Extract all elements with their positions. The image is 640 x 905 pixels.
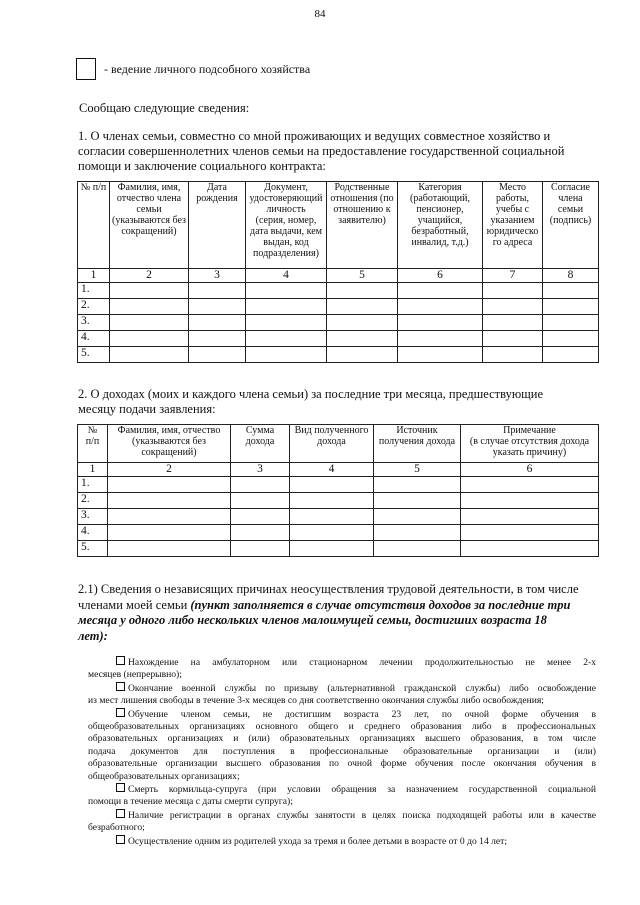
section1-header-2-line: Фамилия, имя,	[117, 182, 181, 193]
section1-header-6-line: Категория	[418, 182, 462, 193]
section2-input-cell[interactable]	[290, 477, 374, 493]
section1-col-number: 4	[246, 269, 327, 283]
section2-line-1: 2. О доходах (моих и каждого члена семьи) за последние три месяца, предшествующие	[78, 387, 544, 401]
reason-line	[88, 682, 596, 695]
section1-header-7-line: учебы с	[495, 204, 530, 215]
section2-header-6-line: Примечание	[503, 425, 556, 436]
section21-line-2: членами моей семьи (пункт заполняется в случае отсутствия доходов за последние три	[78, 597, 571, 612]
section21-line-1: 2.1) Сведения о независящих причинах неосуществления трудовой деятельности, в том числе	[78, 582, 579, 596]
section2-header-2-line: Фамилия, имя, отчество	[117, 425, 221, 436]
section1-header-6	[398, 182, 483, 269]
table-row	[78, 347, 599, 363]
section1-header-4-line: (серия, номер,	[255, 215, 317, 226]
section1-col-number: 6	[398, 269, 483, 283]
table-row	[78, 541, 599, 557]
family-members-table	[77, 181, 599, 363]
reason-text: Обучение членом семьи, не достигшим возраста 23 лет, по очной форме обучения в	[128, 708, 596, 720]
section1-header-6-line: пенсионер,	[416, 204, 464, 215]
section1-input-cell[interactable]	[246, 283, 327, 299]
reason-text: Осуществление одним из родителей ухода за тремя и более детьми в возрасте от 0 до 14 лет;	[128, 835, 508, 847]
section1-col-number: 5	[327, 269, 398, 283]
table-row	[78, 315, 599, 331]
section21-heading	[78, 582, 598, 644]
table-row	[78, 283, 599, 299]
reason-checkbox[interactable]	[116, 835, 125, 844]
section1-header-4-line: Документ,	[264, 182, 308, 193]
section2-column-numbers	[78, 463, 599, 477]
section1-header-2	[110, 182, 189, 269]
section1-header-3-line: рождения	[196, 193, 238, 204]
table-row	[78, 477, 599, 493]
section1-input-cell[interactable]	[327, 283, 398, 299]
section1-input-cell[interactable]	[110, 331, 189, 347]
section2-header-2	[108, 425, 231, 463]
section1-header-3	[189, 182, 246, 269]
section1-input-cell[interactable]	[543, 331, 599, 347]
page-number: 84	[314, 8, 326, 20]
section2-header-6-line: (в случае отсутствия дохода	[469, 436, 590, 447]
section2-input-cell[interactable]	[461, 541, 599, 557]
section2-input-cell[interactable]	[461, 525, 599, 541]
section1-row-label: 3.	[78, 315, 110, 331]
section1-header-2-line: (указываются без	[111, 215, 186, 226]
section2-header-4-line: Вид полученного	[294, 425, 369, 436]
section1-input-cell[interactable]	[110, 283, 189, 299]
section1-row-label: 1.	[78, 283, 110, 299]
reason-item	[88, 783, 596, 809]
section2-header-5-line: получения дохода	[378, 436, 456, 447]
section2-header-4-line: дохода	[317, 436, 346, 447]
section1-input-cell[interactable]	[543, 299, 599, 315]
section2-col-number: 1	[78, 463, 108, 477]
reason-line	[88, 708, 596, 721]
reason-checkbox[interactable]	[116, 682, 125, 691]
reason-item	[88, 682, 596, 708]
reason-text: общеобразовательных организациях;	[88, 770, 240, 782]
section2-header-row	[78, 425, 599, 463]
section2-col-number: 4	[290, 463, 374, 477]
section1-header-8	[543, 182, 599, 269]
section1-line-2: согласии совершеннолетних членов семьи на предоставление государственной социальной	[78, 144, 565, 158]
section1-line-1: 1. О членах семьи, совместно со мной проживающих и ведущих совместное хозяйство и	[78, 129, 551, 143]
reason-line	[88, 758, 596, 770]
section1-header-8-line: Согласие	[551, 182, 590, 193]
section2-header-4	[290, 425, 374, 463]
section1-header-2-line: сокращений)	[121, 226, 177, 237]
section1-column-numbers	[78, 269, 599, 283]
section1-header-1-line: № п/п	[80, 182, 107, 193]
section2-input-cell[interactable]	[231, 525, 290, 541]
reason-line	[88, 656, 596, 669]
section1-input-cell[interactable]	[398, 347, 483, 363]
section1-header-6-line: безработный,	[411, 226, 469, 237]
section2-input-cell[interactable]	[290, 493, 374, 509]
section1-header-6-line: (работающий,	[409, 193, 471, 204]
section1-input-cell[interactable]	[189, 283, 246, 299]
reason-checkbox[interactable]	[116, 708, 125, 717]
section1-header-8-line: (подпись)	[549, 215, 592, 226]
reason-line	[88, 783, 596, 796]
checkbox-label: - ведение личного подсобного хозяйства	[104, 62, 311, 76]
section2-row-label: 5.	[78, 541, 108, 557]
section1-heading	[78, 129, 576, 174]
section2-header-5-line: Источник	[396, 425, 438, 436]
section1-input-cell[interactable]	[398, 315, 483, 331]
section2-input-cell[interactable]	[290, 541, 374, 557]
reason-checkbox[interactable]	[116, 656, 125, 665]
table-row	[78, 299, 599, 315]
section21-line-3: месяца у одного либо нескольких членов малоимущей семьи, достигших возраста 18	[78, 613, 547, 627]
section2-input-cell[interactable]	[461, 493, 599, 509]
reason-text: Нахождение на амбулаторном или стационарном лечении продолжительностью не менее 2-х	[128, 657, 596, 668]
section1-header-8-line: члена	[558, 193, 583, 204]
section1-header-row	[78, 182, 599, 269]
section1-input-cell[interactable]	[398, 331, 483, 347]
checkbox-personal-farm[interactable]	[76, 58, 96, 80]
section2-header-6-line: указать причину)	[492, 447, 567, 458]
section1-header-2-line: отчество члена	[116, 193, 182, 204]
section1-input-cell[interactable]	[246, 315, 327, 331]
section2-header-6	[461, 425, 599, 463]
reason-text: образовательные организации высшего образования по очной форме обучения после окончания обучения в	[88, 758, 596, 770]
intro-text: Сообщаю следующие сведения:	[79, 101, 250, 115]
section1-input-cell[interactable]	[246, 331, 327, 347]
section1-input-cell[interactable]	[483, 283, 543, 299]
section2-input-cell[interactable]	[108, 541, 231, 557]
section1-header-3-line: Дата	[207, 182, 227, 193]
table-row	[78, 331, 599, 347]
section1-header-7-line: го адреса	[492, 237, 533, 248]
section1-input-cell[interactable]	[189, 299, 246, 315]
section1-header-4-line: выдан, код	[263, 237, 309, 248]
reason-line	[88, 733, 596, 745]
section1-header-4-line: дата выдачи, кем	[249, 226, 323, 237]
section1-header-7-line: работы,	[496, 193, 529, 204]
section2-input-cell[interactable]	[461, 509, 599, 525]
section1-input-cell[interactable]	[543, 347, 599, 363]
section2-header-1-line: п/п	[85, 436, 100, 447]
section1-input-cell[interactable]	[189, 331, 246, 347]
section1-input-cell[interactable]	[110, 347, 189, 363]
table-row	[78, 525, 599, 541]
section2-input-cell[interactable]	[374, 525, 461, 541]
section2-input-cell[interactable]	[290, 509, 374, 525]
section1-input-cell[interactable]	[327, 331, 398, 347]
section1-input-cell[interactable]	[110, 315, 189, 331]
section1-header-5	[327, 182, 398, 269]
section1-header-1	[78, 182, 110, 269]
section1-input-cell[interactable]	[483, 347, 543, 363]
reason-line	[88, 746, 596, 758]
section1-header-5-line: заявителю)	[338, 215, 386, 226]
section2-col-number: 3	[231, 463, 290, 477]
reason-item	[88, 656, 596, 682]
section2-input-cell[interactable]	[231, 509, 290, 525]
section1-header-7	[483, 182, 543, 269]
section2-header-3-line: Сумма	[245, 425, 275, 436]
section2-input-cell[interactable]	[108, 525, 231, 541]
reason-line	[88, 721, 596, 733]
section2-header-2-line: (указываются без	[131, 436, 206, 447]
reason-line	[88, 809, 596, 822]
section2-input-cell[interactable]	[108, 477, 231, 493]
section2-line-2: месяцу подачи заявления:	[78, 402, 216, 416]
section1-input-cell[interactable]	[189, 315, 246, 331]
section1-col-number: 7	[483, 269, 543, 283]
section1-header-4-line: личность	[266, 204, 306, 215]
section2-col-number: 5	[374, 463, 461, 477]
section1-header-5-line: отношения (по	[330, 193, 394, 204]
section1-input-cell[interactable]	[483, 331, 543, 347]
section1-header-7-line: Место	[498, 182, 527, 193]
section1-input-cell[interactable]	[327, 347, 398, 363]
section2-header-3-line: дохода	[245, 436, 275, 447]
section1-row-label: 5.	[78, 347, 110, 363]
reason-line	[88, 835, 596, 848]
reason-text: месяцев (непрерывно);	[88, 669, 182, 681]
reason-item	[88, 835, 596, 848]
section1-col-number: 8	[543, 269, 599, 283]
reason-text: помощи в течение месяца с даты смерти супруга);	[88, 796, 293, 808]
reason-checkbox[interactable]	[116, 783, 125, 792]
section21-line-4: лет):	[78, 628, 108, 643]
reason-text: Смерть кормильца-супруга (при условии обращения за назначением государственной социальной	[128, 784, 596, 796]
section1-col-number: 2	[110, 269, 189, 283]
section1-header-2-line: семьи	[136, 204, 162, 215]
section2-heading	[78, 387, 576, 417]
section1-header-5-line: отношению к	[333, 204, 391, 215]
section1-input-cell[interactable]	[483, 315, 543, 331]
section1-header-5-line: Родственные	[334, 182, 390, 193]
section2-row-label: 3.	[78, 509, 108, 525]
section1-input-cell[interactable]	[327, 315, 398, 331]
reason-item	[88, 809, 596, 835]
section2-header-2-line: сокращений)	[141, 447, 197, 458]
section2-row-label: 4.	[78, 525, 108, 541]
section1-input-cell[interactable]	[246, 299, 327, 315]
section2-row-label: 1.	[78, 477, 108, 493]
section1-col-number: 1	[78, 269, 110, 283]
section2-header-3	[231, 425, 290, 463]
reason-line	[88, 695, 596, 707]
section2-input-cell[interactable]	[108, 493, 231, 509]
table-row	[78, 509, 599, 525]
reason-line	[88, 822, 596, 834]
section1-line-3: помощи и заключение социального контракта:	[78, 159, 326, 173]
reason-item	[88, 708, 596, 783]
section2-row-label: 2.	[78, 493, 108, 509]
section1-header-6-line: учащийся,	[417, 215, 463, 226]
section2-input-cell[interactable]	[290, 525, 374, 541]
reason-text: безработного;	[88, 822, 145, 834]
section2-header-1	[78, 425, 108, 463]
section2-input-cell[interactable]	[374, 493, 461, 509]
section2-col-number: 2	[108, 463, 231, 477]
section1-input-cell[interactable]	[483, 299, 543, 315]
section2-col-number: 6	[461, 463, 599, 477]
section1-input-cell[interactable]	[110, 299, 189, 315]
reason-text: Наличие регистрации в органах службы занятости в целях поиска подходящей работы или в качестве	[128, 809, 596, 821]
reason-line	[88, 771, 596, 783]
section2-input-cell[interactable]	[461, 477, 599, 493]
section2-header-1-line: №	[87, 425, 98, 436]
section2-input-cell[interactable]	[108, 509, 231, 525]
section1-col-number: 3	[189, 269, 246, 283]
section1-row-label: 4.	[78, 331, 110, 347]
section2-input-cell[interactable]	[374, 541, 461, 557]
reason-text: Окончание военной службы по призыву (альтернативной гражданской службы) либо освобождение	[128, 682, 596, 694]
section1-input-cell[interactable]	[398, 283, 483, 299]
section1-header-7-line: указанием	[490, 215, 535, 226]
reason-text: подача документов для поступления в профессиональные образовательные организации и (или)	[88, 745, 596, 757]
section1-input-cell[interactable]	[327, 299, 398, 315]
table-row	[78, 493, 599, 509]
section2-input-cell[interactable]	[231, 477, 290, 493]
section2-input-cell[interactable]	[374, 509, 461, 525]
reason-text: образовательных организациях и (или) образовательных организациях высшего образования, в том числе	[88, 733, 596, 745]
reason-text: из мест лишения свободы в течение 3-х месяцев со дня соответственно окончания службы либо освобождения;	[88, 695, 544, 707]
section2-input-cell[interactable]	[374, 477, 461, 493]
section1-input-cell[interactable]	[543, 315, 599, 331]
reason-checkbox[interactable]	[116, 809, 125, 818]
reasons-list	[88, 656, 596, 848]
section1-header-4	[246, 182, 327, 269]
section1-input-cell[interactable]	[246, 347, 327, 363]
section1-header-7-line: юридическо	[486, 226, 539, 237]
section1-input-cell[interactable]	[543, 283, 599, 299]
section1-row-label: 2.	[78, 299, 110, 315]
section1-header-4-line: удостоверяющий	[249, 193, 323, 204]
section2-input-cell[interactable]	[231, 541, 290, 557]
section1-input-cell[interactable]	[398, 299, 483, 315]
section1-header-6-line: инвалид, т.д.)	[411, 237, 469, 248]
income-table	[77, 424, 599, 557]
reason-text: общеобразовательных организациях основного общего и среднего образования либо в профессиональных	[88, 721, 596, 733]
section1-header-8-line: семьи	[557, 204, 584, 215]
section1-input-cell[interactable]	[189, 347, 246, 363]
section2-header-5	[374, 425, 461, 463]
reason-line	[88, 669, 596, 681]
section2-input-cell[interactable]	[231, 493, 290, 509]
section1-header-4-line: подразделения)	[253, 248, 319, 259]
reason-line	[88, 796, 596, 808]
